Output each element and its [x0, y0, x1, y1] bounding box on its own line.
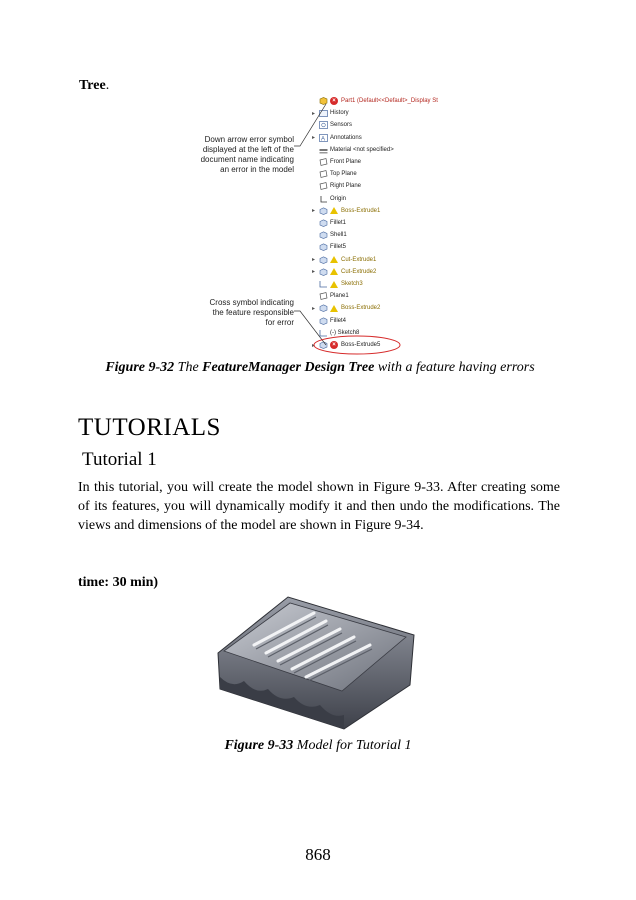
tree-row-label: Plane1 [330, 293, 349, 300]
tree-row-label: Fillet1 [330, 220, 347, 226]
lead-bold: Tree [79, 78, 106, 93]
tree-row-label: Top Plane [330, 171, 357, 178]
tree-row-label: Sensors [330, 122, 353, 129]
warning-icon [330, 207, 338, 214]
tree-row-label: Boss-Extrude5 [341, 342, 381, 348]
expand-triangle-icon[interactable]: ▸ [312, 135, 316, 142]
warning-icon [330, 281, 338, 288]
tree-row-label: Cut-Extrude2 [341, 268, 377, 275]
tree-row-label: History [330, 110, 349, 117]
caption1-label: Figure 9-32 [105, 360, 175, 375]
tutorial-heading: Tutorial 1 [82, 449, 157, 470]
feature-icon [318, 255, 328, 264]
tree-row[interactable] [312, 95, 438, 107]
folder-icon [318, 109, 328, 118]
lead-rest: . [105, 78, 110, 93]
feature-icon [318, 267, 328, 276]
warning-icon [330, 256, 338, 263]
tree-row[interactable] [312, 241, 346, 253]
tree-row-label: Right Plane [330, 183, 362, 190]
tree-row-label: Origin [330, 195, 347, 202]
error-icon: × [330, 97, 338, 105]
part-icon [318, 97, 328, 106]
expand-triangle-icon[interactable]: ▸ [312, 208, 316, 215]
caption1-bold: FeatureManager Design Tree [202, 360, 375, 375]
tree-row[interactable] [312, 339, 380, 351]
error-icon: × [330, 341, 338, 349]
sketch-icon [318, 328, 328, 337]
feature-icon [318, 341, 328, 350]
feature-icon [318, 206, 328, 215]
feature-manager-tree [312, 94, 448, 356]
tree-row[interactable] [312, 278, 363, 290]
origin-icon [318, 194, 328, 203]
tree-row[interactable] [312, 144, 394, 156]
tree-row[interactable] [312, 266, 376, 278]
time-note: time: 30 min) [78, 575, 159, 590]
tree-row-label: Sketch3 [341, 281, 363, 287]
tree-row-label: Boss-Extrude1 [341, 207, 381, 214]
caption1-pre: The [174, 360, 203, 375]
tree-row-label: Part1 (Default<<Default>_Display St [341, 98, 438, 104]
plane-icon [318, 170, 328, 179]
sensor-icon [318, 121, 328, 130]
tray-model-image [214, 593, 422, 733]
tree-row-label: Boss-Extrude2 [341, 305, 381, 312]
caption1-post: with a feature having errors [374, 360, 535, 375]
expand-triangle-icon[interactable]: ▸ [312, 269, 316, 276]
tree-row[interactable] [312, 315, 346, 327]
expand-triangle-icon[interactable]: ▸ [312, 305, 316, 312]
callout-bottom: Cross symbol indicating the feature responsible for error [209, 298, 294, 327]
caption2-label: Figure 9-33 [224, 738, 294, 753]
feature-icon [318, 219, 328, 228]
tree-row-label: Annotations [330, 134, 362, 141]
tree-row[interactable] [312, 217, 346, 229]
warning-icon [330, 305, 338, 312]
warning-icon [330, 268, 338, 275]
tree-row-label: Fillet5 [330, 244, 347, 251]
tree-row[interactable] [312, 229, 347, 241]
feature-icon [318, 316, 328, 325]
figure-9-32-caption [60, 359, 580, 377]
feature-icon [318, 304, 328, 313]
expand-triangle-icon[interactable]: ▸ [312, 342, 316, 349]
tree-row-label: Shell1 [330, 232, 347, 239]
tree-row[interactable] [312, 290, 349, 302]
tree-row[interactable] [312, 168, 357, 180]
tree-row-label: Cut-Extrude1 [341, 256, 377, 263]
tree-row[interactable] [312, 193, 346, 205]
svg-text:A: A [320, 136, 325, 142]
tree-row[interactable] [312, 107, 349, 119]
lead-text [79, 78, 109, 94]
sketch-icon [318, 280, 328, 289]
caption2-text: Model for Tutorial 1 [293, 738, 412, 753]
tree-row[interactable] [312, 156, 361, 168]
tree-row[interactable] [312, 254, 376, 266]
annot-icon [318, 133, 328, 142]
tree-row[interactable] [312, 119, 352, 131]
tree-row[interactable] [312, 180, 361, 192]
tree-row-label: (-) Sketch8 [330, 329, 360, 336]
tree-row[interactable] [312, 132, 362, 144]
plane-icon [318, 158, 328, 167]
tree-row[interactable] [312, 205, 380, 217]
expand-triangle-icon[interactable]: ▸ [312, 257, 316, 264]
tree-row[interactable] [312, 302, 380, 314]
section-heading: TUTORIALS [78, 414, 221, 441]
plane-icon [318, 182, 328, 191]
tree-row-label: Front Plane [330, 159, 362, 165]
feature-icon [318, 243, 328, 252]
material-icon [318, 145, 328, 154]
tree-row[interactable] [312, 327, 359, 339]
page-number: 868 [305, 845, 331, 864]
tree-row-label: Fillet4 [330, 317, 347, 324]
feature-icon [318, 231, 328, 240]
callout-top: Down arrow error symbol displayed at the left of the document name indicating an error in the model [200, 135, 294, 174]
expand-triangle-icon[interactable]: ▸ [312, 110, 316, 117]
tree-row-label: Material <not specified> [330, 146, 394, 153]
tutorial-paragraph: In this tutorial, you will create the model shown in Figure 9-33. After creating some of its features, you will dynamically modify it and then undo the modifications. The views and dimensions of the model are shown in Figure 9-34. [78, 480, 560, 533]
plane-icon [318, 292, 328, 301]
figure-9-33-caption [0, 738, 636, 754]
